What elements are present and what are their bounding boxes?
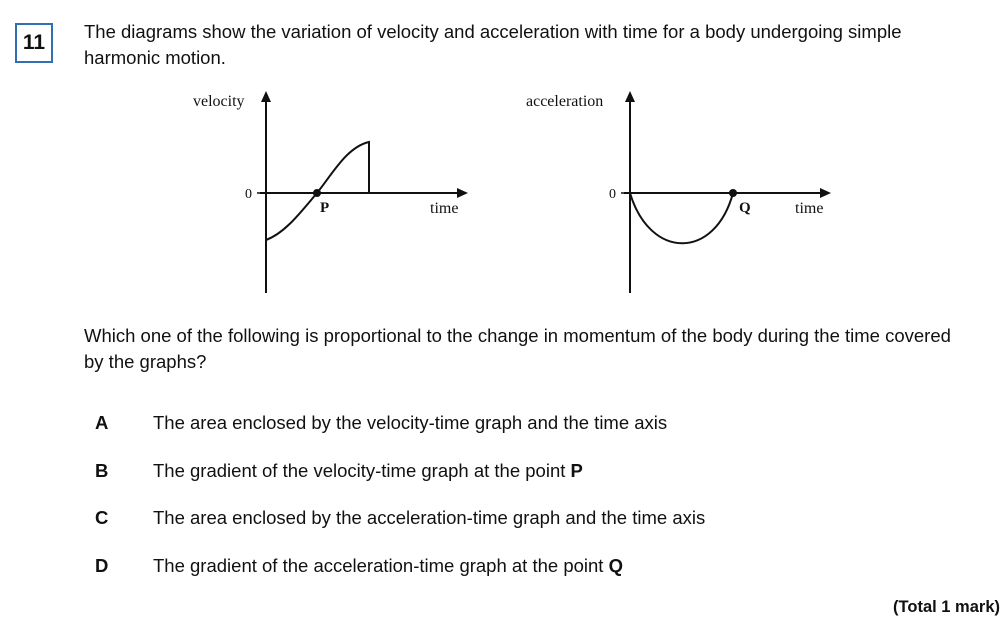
acceleration-curve	[630, 193, 733, 243]
time-axis-arrow	[457, 188, 468, 198]
velocity-axis-label: velocity	[193, 93, 245, 110]
velocity-time-diagram	[185, 85, 485, 300]
option-letter: D	[95, 555, 109, 576]
point-q-marker	[729, 189, 737, 197]
question-intro: The diagrams show the variation of velocity and acceleration with time for a body undergoing simple harmonic motion.	[84, 21, 902, 68]
option-text: The gradient of the acceleration-time graph at the point Q	[153, 555, 623, 576]
question-number: 11	[22, 31, 46, 54]
option-text: The area enclosed by the velocity-time graph and the time axis	[153, 412, 668, 433]
question-prompt: Which one of the following is proportional to the change in momentum of the body during the time covered by the graphs?	[84, 325, 951, 372]
question-number-box	[15, 23, 53, 63]
origin-label: 0	[609, 187, 616, 202]
time-label: time	[795, 200, 824, 217]
acceleration-axis-arrow	[625, 91, 635, 102]
option-letter: A	[95, 412, 109, 433]
option-text: The area enclosed by the acceleration-time graph and the time axis	[153, 507, 706, 528]
velocity-axis-arrow	[261, 91, 271, 102]
origin-label: 0	[245, 187, 252, 202]
total-marks: (Total 1 mark)	[893, 598, 1000, 616]
point-q-reference: Q	[608, 555, 623, 576]
option-letter: C	[95, 507, 109, 528]
time-axis-arrow	[820, 188, 831, 198]
option-letter: B	[95, 460, 109, 481]
point-p-marker	[313, 189, 321, 197]
point-p-label: P	[320, 200, 330, 216]
acceleration-time-diagram	[520, 85, 840, 300]
point-q-label: Q	[739, 200, 751, 216]
time-label: time	[430, 200, 459, 217]
point-p-reference: P	[570, 460, 583, 481]
acceleration-axis-label: acceleration	[526, 93, 604, 110]
option-text: The gradient of the velocity-time graph at the point P	[153, 460, 583, 481]
